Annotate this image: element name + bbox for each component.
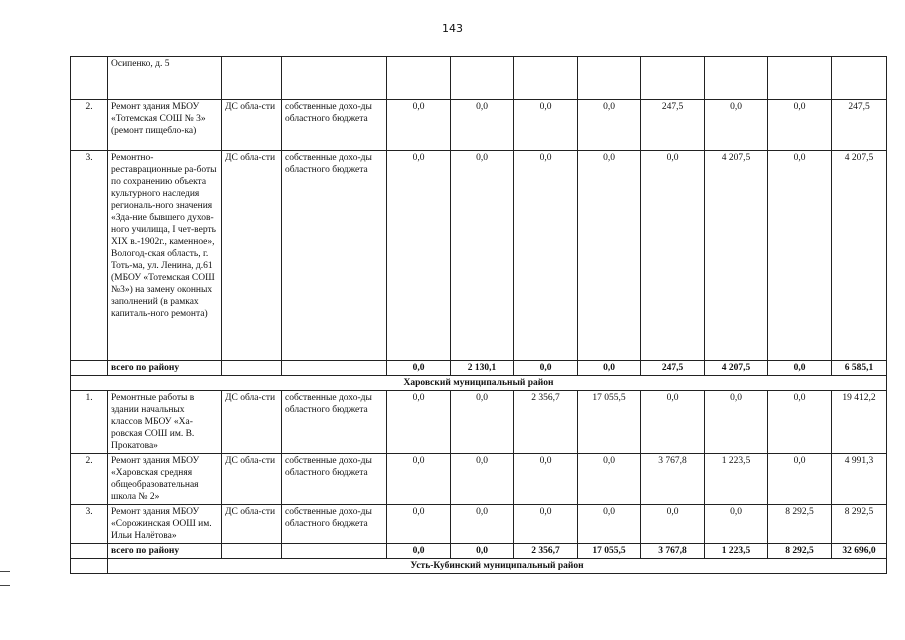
total-label: всего по району [108,361,222,376]
object-name-cell: Ремонт здания МБОУ «Тотемская СОШ № 3» (ремонт пищебло-ка) [108,100,222,151]
district-header-row [71,376,887,391]
value-cell: 0,0 [705,391,768,454]
total-value-cell: 17 055,5 [578,544,641,559]
organization-cell: ДС обла-сти [222,100,282,151]
value-cell: 0,0 [768,454,832,505]
value-cell: 0,0 [578,151,641,361]
total-label: всего по району [108,544,222,559]
table-row [71,100,887,151]
table-row [71,454,887,505]
value-cell: 0,0 [451,100,514,151]
object-name-cell: Осипенко, д. 5 [108,57,222,100]
page-number: 143 [442,22,463,35]
district-total-row [71,544,887,559]
organization-cell: ДС обла-сти [222,454,282,505]
margin-mark [0,571,10,572]
total-value-cell: 1 223,5 [705,544,768,559]
organization-cell: ДС обла-сти [222,505,282,544]
value-cell: 8 292,5 [768,505,832,544]
value-cell: 0,0 [387,454,451,505]
row-number-cell: 1. [71,391,108,454]
object-name-cell: Ремонтные работы в здании начальных классов МБОУ «Ха-ровская СОШ им. В. Прокатова» [108,391,222,454]
total-value-cell: 0,0 [768,361,832,376]
total-value-cell: 0,0 [578,361,641,376]
funding-source-cell: собственные дохо-ды областного бюджета [282,505,387,544]
row-number-cell: 2. [71,454,108,505]
table-row [71,391,887,454]
total-value-cell: 0,0 [387,544,451,559]
object-name-cell: Ремонт здания МБОУ «Харовская средняя общеобразовательная школа № 2» [108,454,222,505]
funding-source-cell: собственные дохо-ды областного бюджета [282,100,387,151]
object-name-cell: Ремонтно-реставрационные ра-боты по сохранению объекта культурного наследия региональ-ного значения «Зда-ние бывшего духов-ного училища, I чет-верть XIX в.-1902г., каменное», Вологод-ская область, г. Тоть-ма, ул. Ленина, д.61 (МБОУ «Тотемская СОШ №3») на замену оконных заполнений (в рамках капиталь-ного ремонта) [108,151,222,361]
table-row [71,151,887,361]
district-title: Харовский муниципальный район [71,376,887,391]
value-cell: 0,0 [641,151,705,361]
organization-cell: ДС обла-сти [222,151,282,361]
value-cell: 1 223,5 [705,454,768,505]
value-cell: 0,0 [451,151,514,361]
district-title: Усть-Кубинский муниципальный район [108,559,887,574]
value-cell: 3 767,8 [641,454,705,505]
total-value-cell: 4 207,5 [832,151,887,361]
funding-table [70,56,887,574]
row-number-cell: 2. [71,100,108,151]
value-cell: 0,0 [578,100,641,151]
total-value-cell: 0,0 [451,544,514,559]
total-value-cell: 2 356,7 [514,544,578,559]
total-value-cell: 4 207,5 [705,361,768,376]
value-cell: 0,0 [387,391,451,454]
value-cell: 0,0 [641,391,705,454]
value-cell: 0,0 [387,100,451,151]
total-value-cell: 32 696,0 [832,544,887,559]
value-cell: 0,0 [451,391,514,454]
value-cell: 2 356,7 [514,391,578,454]
value-cell: 247,5 [641,100,705,151]
value-cell: 0,0 [768,151,832,361]
value-cell: 0,0 [641,505,705,544]
value-cell: 0,0 [514,505,578,544]
table-row [71,505,887,544]
funding-source-cell: собственные дохо-ды областного бюджета [282,391,387,454]
total-value-cell: 247,5 [641,361,705,376]
total-value-cell: 4 991,3 [832,454,887,505]
total-value-cell: 6 585,1 [832,361,887,376]
value-cell: 0,0 [768,100,832,151]
value-cell: 0,0 [578,454,641,505]
row-number-cell: 3. [71,151,108,361]
value-cell: 17 055,5 [578,391,641,454]
funding-source-cell: собственные дохо-ды областного бюджета [282,151,387,361]
total-value-cell: 0,0 [387,361,451,376]
total-value-cell: 3 767,8 [641,544,705,559]
value-cell: 0,0 [387,151,451,361]
row-number-cell: 3. [71,505,108,544]
value-cell: 0,0 [514,151,578,361]
value-cell: 4 207,5 [705,151,768,361]
total-value-cell: 8 292,5 [832,505,887,544]
value-cell: 0,0 [578,505,641,544]
district-header-row [71,559,887,574]
margin-mark [0,585,10,586]
row-number-cell [71,57,108,100]
value-cell: 0,0 [514,100,578,151]
value-cell: 0,0 [387,505,451,544]
total-value-cell: 2 130,1 [451,361,514,376]
value-cell: 0,0 [514,454,578,505]
district-total-row [71,361,887,376]
organization-cell: ДС обла-сти [222,391,282,454]
value-cell: 0,0 [451,505,514,544]
value-cell: 0,0 [705,100,768,151]
total-value-cell: 247,5 [832,100,887,151]
total-value-cell: 8 292,5 [768,544,832,559]
object-name-cell: Ремонт здания МБОУ «Сорожинская ООШ им. Ильи Налётова» [108,505,222,544]
table-row [71,57,887,100]
funding-source-cell: собственные дохо-ды областного бюджета [282,454,387,505]
value-cell: 0,0 [705,505,768,544]
value-cell: 0,0 [768,391,832,454]
total-value-cell: 19 412,2 [832,391,887,454]
value-cell: 0,0 [451,454,514,505]
total-value-cell: 0,0 [514,361,578,376]
